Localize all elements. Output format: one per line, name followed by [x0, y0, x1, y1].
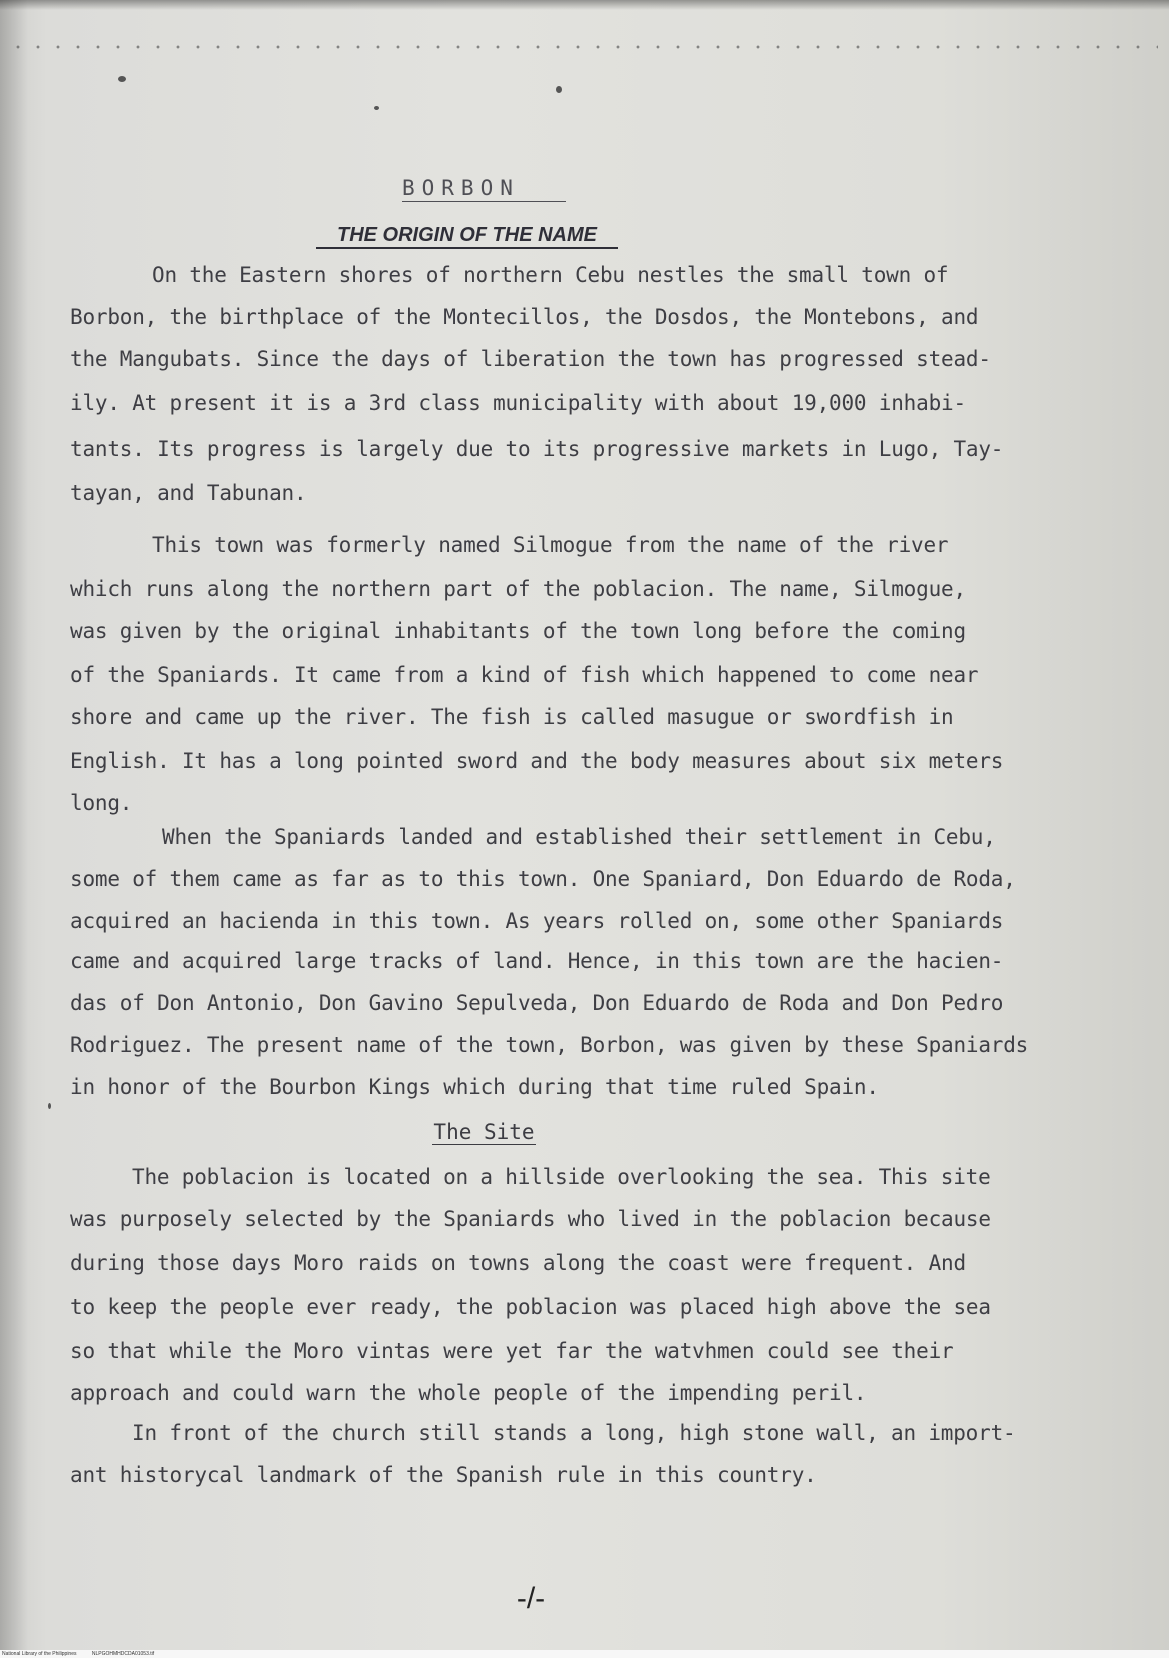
- text-line: approach and could warn the whole people of the impending peril.: [70, 1381, 867, 1405]
- ink-speck: [374, 106, 379, 110]
- text-line: tayan, and Tabunan.: [70, 481, 307, 505]
- scan-footer: [0, 1650, 1169, 1658]
- text-line: ant historycal landmark of the Spanish rule in this country.: [70, 1463, 817, 1487]
- text-line: some of them came as far as to this town. One Spaniard, Don Eduardo de Roda,: [70, 867, 1016, 891]
- text-line: came and acquired large tracks of land. Hence, in this town are the hacien-: [70, 949, 1004, 973]
- text-line: Rodriguez. The present name of the town, Borbon, was given by these Spaniards: [70, 1033, 1029, 1057]
- document-subtitle: THE ORIGIN OF THE NAME: [316, 224, 618, 249]
- text-line: On the Eastern shores of northern Cebu nestles the small town of: [152, 263, 949, 287]
- footer-library: National Library of the Philippines: [2, 1651, 77, 1657]
- text-line: ily. At present it is a 3rd class municipality with about 19,000 inhabi-: [70, 391, 966, 415]
- ink-speck: [118, 76, 126, 82]
- text-line: This town was formerly named Silmogue from the name of the river: [152, 533, 949, 557]
- text-line: The poblacion is located on a hillside overlooking the sea. This site: [132, 1165, 991, 1189]
- perforation-holes: [8, 40, 1158, 54]
- text-line: shore and came up the river. The fish is called masugue or swordfish in: [70, 705, 954, 729]
- text-line: was purposely selected by the Spaniards who lived in the poblacion because: [70, 1207, 991, 1231]
- text-line: so that while the Moro vintas were yet far the watvhmen could see their: [70, 1339, 954, 1363]
- ink-speck: [48, 1103, 51, 1109]
- text-line: during those days Moro raids on towns along the coast were frequent. And: [70, 1251, 966, 1275]
- text-line: in honor of the Bourbon Kings which during that time ruled Spain.: [70, 1075, 879, 1099]
- text-line: tants. Its progress is largely due to its progressive markets in Lugo, Tay-: [70, 437, 1004, 461]
- document-title: BORBON: [402, 176, 566, 202]
- text-line: long.: [70, 791, 133, 815]
- text-line: to keep the people ever ready, the poblacion was placed high above the sea: [70, 1295, 991, 1319]
- text-line: Borbon, the birthplace of the Montecillos, the Dosdos, the Montebons, and: [70, 305, 979, 329]
- text-line: which runs along the northern part of the poblacion. The name, Silmogue,: [70, 577, 966, 601]
- text-line: the Mangubats. Since the days of liberation the town has progressed stead-: [70, 347, 991, 371]
- text-line: of the Spaniards. It came from a kind of fish which happened to come near: [70, 663, 979, 687]
- ink-speck: [556, 86, 562, 93]
- section-heading: The Site: [433, 1120, 535, 1144]
- text-line: In front of the church still stands a long, high stone wall, an import-: [132, 1421, 1016, 1445]
- page-top-shadow: [0, 0, 1169, 10]
- text-line: English. It has a long pointed sword and the body measures about six meters: [70, 749, 1004, 773]
- page-number: -/-: [516, 1582, 546, 1615]
- footer-file: NLPGOHMHDCDA01053.tif: [91, 1651, 155, 1657]
- page-edge-shadow: [0, 0, 28, 1650]
- text-line: acquired an hacienda in this town. As years rolled on, some other Spaniards: [70, 909, 1004, 933]
- text-line: was given by the original inhabitants of the town long before the coming: [70, 619, 966, 643]
- text-line: When the Spaniards landed and established their settlement in Cebu,: [162, 825, 996, 849]
- text-line: das of Don Antonio, Don Gavino Sepulveda, Don Eduardo de Roda and Don Pedro: [70, 991, 1004, 1015]
